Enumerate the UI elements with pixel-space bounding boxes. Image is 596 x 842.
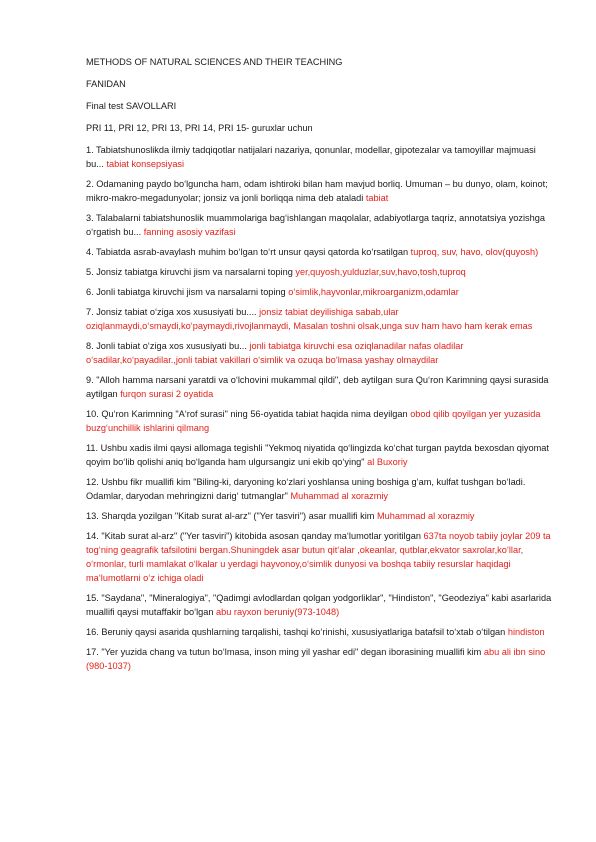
question-text: 13. Sharqda yozilgan "Kitab surat al-arz" ("Yer tasviri") asar muallifi kim (86, 511, 377, 521)
question-text: 4. Tabiatda asrab-avaylash muhim bo‘lgan to‘rt unsur qaysi qatorda ko‘rsatilgan (86, 247, 411, 257)
question-text: 5. Jonsiz tabiatga kiruvchi jism va narsalarni toping (86, 267, 296, 277)
question-15 (86, 591, 554, 619)
question-13 (86, 509, 554, 523)
groups-label: PRI 11, PRI 12, PRI 13, PRI 14, PRI 15- guruxlar uchun (86, 123, 313, 133)
question-text: 9. "Alloh hamma narsani yaratdi va o‘lchovini mukammal qildi", deb aytilgan sura Qu‘ron Karimning qaysi surasida aytilgan (86, 375, 549, 399)
answer-text: Muhammad al xorazmiy (377, 511, 475, 521)
question-text: 2. Odamaning paydo bo‘lguncha ham, odam ishtiroki bilan ham mavjud borliq. Umuman – bu dunyo, olam, koinot; mikro-makro-megadunyolar; jonsiz va jonli borliqqa nima deb ataladi (86, 179, 548, 203)
question-6 (86, 285, 554, 299)
question-7 (86, 305, 554, 333)
document-title: METHODS OF NATURAL SCIENCES AND THEIR TEACHING (86, 57, 343, 67)
question-text: 12. Ushbu fikr muallifi kim "Biling-ki, daryoning ko‘zlari yoshlansa uning boshiga g‘am, kulfat tushgan bo‘ladi. Odamlar, daryodan mehringizni darig‘ tutmanglar" (86, 477, 526, 501)
question-5 (86, 265, 554, 279)
question-text: 17. "Yer yuzida chang va tutun bo‘lmasa, inson ming yil yashar edi" degan iborasining muallifi kim (86, 647, 484, 657)
document-content (86, 55, 554, 679)
answer-text: al Buxoriy (367, 457, 408, 467)
question-9 (86, 373, 554, 401)
answer-text: jonsiz tabiat deyilishiga sabab,ular oziqlanmaydi,o‘smaydi,ko‘paymaydi,rivojlanmaydi, Masalan toshni olsak,unga suv ham havo ham kerak emas (86, 307, 533, 331)
question-10 (86, 407, 554, 435)
question-text: 1. Tabiatshunoslikda ilmiy tadqiqotlar natijalari nazariya, qonunlar, modellar, gipotezalar va tamoyillar majmuasi bu... (86, 145, 536, 169)
answer-text: Muhammad al xorazmiy (290, 491, 388, 501)
question-4 (86, 245, 554, 259)
answer-text: obod qilib qoyilgan yer yuzasida buzg‘unchillik ishlarini qilmang (86, 409, 541, 433)
answer-text: hindiston (507, 627, 545, 637)
question-text: 14. "Kitab surat al-arz" ("Yer tasviri") kitobida asosan qanday ma‘lumotlar yoritilgan (86, 531, 424, 541)
answer-text: tuproq, suv, havo, olov(quyosh) (410, 247, 539, 257)
question-12 (86, 475, 554, 503)
answer-text: jonli tabiatga kiruvchi esa oziqlanadilar nafas oladilar o‘sadilar,ko‘payadilar.,jonli tabiat vakillari o‘simlik va ozuqa bo‘lmasa yashay olmaydilar (86, 341, 464, 365)
test-label: Final test SAVOLLARI (86, 101, 177, 111)
answer-text: o‘simlik,hayvonlar,mikroarganizm,odamlar (288, 287, 459, 297)
question-text: 16. Beruniy qaysi asarida qushlarning tarqalishi, tashqi ko‘rinishi, xususiyatlariga batafsil to‘xtab o‘tilgan (86, 627, 508, 637)
answer-text: tabiat konsepsiyasi (106, 159, 185, 169)
question-text: 6. Jonli tabiatga kiruvchi jism va narsalarni toping (86, 287, 289, 297)
question-text: 7. Jonsiz tabiat o‘ziga xos xususiyati bu.... (86, 307, 260, 317)
answer-text: yer,quyosh,yulduzlar,suv,havo,tosh,tuproq (295, 267, 466, 277)
question-11 (86, 441, 554, 469)
question-3 (86, 211, 554, 239)
question-text: 3. Talabalarni tabiatshunoslik muammolariga bag‘ishlangan maqolalar, adabiyotlarga taqriz, annotatsiya yozishga o‘rgatish bu... (86, 213, 545, 237)
question-text: 11. Ushbu xadis ilmi qaysi allomaga tegishli "Yekmoq niyatida qo‘lingizda ko‘chat turgan paytda bexosdan qiyomat qoyim bo‘lib qolishi aniq bo‘lganda ham ulgursangiz uni ekib qo‘ying" (86, 443, 549, 467)
answer-text: furqon surasi 2 oyatida (120, 389, 214, 399)
answer-text: abu rayxon beruniy(973-1048) (216, 607, 340, 617)
answer-text: fanning asosiy vazifasi (143, 227, 236, 237)
answer-text: abu ali ibn sino (980-1037) (86, 647, 546, 671)
answer-text: tabiat (365, 193, 389, 203)
question-8 (86, 339, 554, 367)
question-2 (86, 177, 554, 205)
question-17 (86, 645, 554, 673)
answer-text: 637ta noyob tabiiy joylar 209 ta tog‘ning geagrafik tafsilotini bergan.Shuningdek asar butun qit‘alar ,okeanlar, qutblar,ekvator saxrolar,ko‘llar, o‘rmonlar, turli mamlakat o‘lkalar u yerdagi hayvonoy,o‘simlik dunyosi va boshqa tabiiy resurslar haqidagi ma‘lumotlarni o‘z ichiga oladi (86, 531, 551, 583)
question-text: 15. "Saydana", "Mineralogiya", "Qadimgi avlodlardan qolgan yodgorliklar", "Hindiston", "Geodeziya" kabi asarlarida muallifi qaysi mutaffakir bo‘lgan (86, 593, 552, 617)
question-16 (86, 625, 554, 639)
question-1 (86, 143, 554, 171)
question-text: 8. Jonli tabiat o‘ziga xos xususiyati bu... (86, 341, 250, 351)
question-text: 10. Qu‘ron Karimning "A‘rof surasi" ning 56-oyatida tabiat haqida nima deyilgan (86, 409, 411, 419)
subject-label: FANIDAN (86, 79, 126, 89)
question-14 (86, 529, 554, 585)
